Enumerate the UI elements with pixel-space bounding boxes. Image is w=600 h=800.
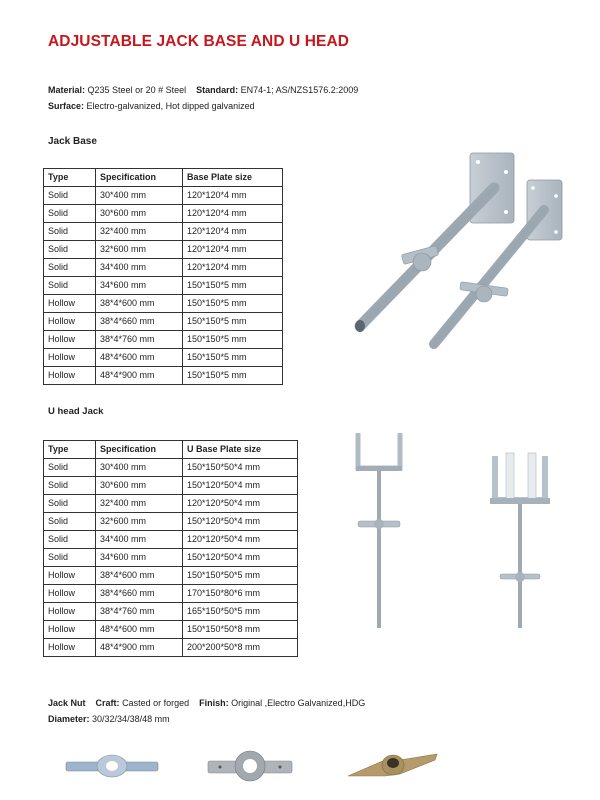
plate-size-cell: 120*120*4 mm: [183, 223, 283, 241]
type-cell: Hollow: [44, 295, 96, 313]
type-cell: Solid: [44, 277, 96, 295]
table-row: [44, 259, 283, 277]
type-cell: Hollow: [44, 313, 96, 331]
table-row: [44, 495, 298, 513]
plate-size-cell: 150*150*5 mm: [183, 331, 283, 349]
plate-size-cell: 120*120*4 mm: [183, 187, 283, 205]
type-cell: Solid: [44, 531, 96, 549]
table-row: [44, 187, 283, 205]
standard-value: EN74-1; AS/NZS1576.2:2009: [240, 85, 359, 95]
specification-cell: 48*4*600 mm: [96, 621, 183, 639]
column-header: U Base Plate size: [183, 441, 298, 459]
type-cell: Solid: [44, 549, 96, 567]
plate-size-cell: 150*150*5 mm: [183, 367, 283, 385]
specification-cell: 30*600 mm: [96, 477, 183, 495]
table-row: [44, 205, 283, 223]
plate-size-cell: 120*120*4 mm: [183, 205, 283, 223]
type-cell: Hollow: [44, 603, 96, 621]
u-head-photo: [340, 428, 570, 638]
u-head-table: [43, 440, 298, 657]
specification-cell: 38*4*760 mm: [96, 603, 183, 621]
table-row: [44, 603, 298, 621]
plate-size-cell: 150*150*5 mm: [183, 349, 283, 367]
wing-nut-forged-photo: [345, 750, 440, 784]
table-row: [44, 313, 283, 331]
table-row: [44, 549, 298, 567]
table-header-row: [44, 169, 283, 187]
type-cell: Solid: [44, 259, 96, 277]
specification-cell: 38*4*600 mm: [96, 567, 183, 585]
diameter-line: [48, 714, 170, 724]
table-row: [44, 513, 298, 531]
table-row: [44, 639, 298, 657]
plate-size-cell: 150*150*5 mm: [183, 313, 283, 331]
plate-size-cell: 120*120*4 mm: [183, 241, 283, 259]
type-cell: Solid: [44, 477, 96, 495]
specification-cell: 30*400 mm: [96, 459, 183, 477]
jack-base-photo: [320, 148, 580, 358]
plate-size-cell: 150*120*50*4 mm: [183, 549, 298, 567]
type-cell: Hollow: [44, 331, 96, 349]
column-header: Base Plate size: [183, 169, 283, 187]
specification-cell: 34*400 mm: [96, 531, 183, 549]
surface-value: Electro-galvanized, Hot dipped galvanized: [86, 101, 255, 111]
jack-base-table: [43, 168, 283, 385]
table-row: [44, 241, 283, 259]
table-row: [44, 477, 298, 495]
specification-cell: 32*600 mm: [96, 241, 183, 259]
plate-size-cell: 120*120*50*4 mm: [183, 495, 298, 513]
specification-cell: 48*4*900 mm: [96, 367, 183, 385]
type-cell: Solid: [44, 205, 96, 223]
column-header: Specification: [96, 169, 183, 187]
diameter-value: 30/32/34/38/48 mm: [92, 714, 170, 724]
u-head-heading: U head Jack: [48, 406, 104, 417]
jack-nut-heading: Jack Nut: [48, 698, 86, 708]
wing-nut-flat-photo: [62, 752, 162, 782]
surface-label: Surface:: [48, 101, 85, 111]
table-row: [44, 349, 283, 367]
type-cell: Solid: [44, 495, 96, 513]
specification-cell: 38*4*600 mm: [96, 295, 183, 313]
wing-nut-cast-photo: [205, 750, 295, 784]
craft-value: Casted or forged: [122, 698, 190, 708]
table-header-row: [44, 441, 298, 459]
type-cell: Solid: [44, 241, 96, 259]
craft-label: Craft:: [95, 698, 120, 708]
column-header: Type: [44, 169, 96, 187]
specification-cell: 34*400 mm: [96, 259, 183, 277]
plate-size-cell: 170*150*80*6 mm: [183, 585, 298, 603]
standard-label: Standard:: [196, 85, 239, 95]
plate-size-cell: 150*150*50*5 mm: [183, 567, 298, 585]
specification-cell: 48*4*900 mm: [96, 639, 183, 657]
table-row: [44, 531, 298, 549]
table-row: [44, 295, 283, 313]
type-cell: Hollow: [44, 367, 96, 385]
plate-size-cell: 120*120*4 mm: [183, 259, 283, 277]
table-row: [44, 223, 283, 241]
plate-size-cell: 150*120*50*4 mm: [183, 477, 298, 495]
plate-size-cell: 150*120*50*4 mm: [183, 513, 298, 531]
type-cell: Hollow: [44, 639, 96, 657]
type-cell: Solid: [44, 223, 96, 241]
specification-cell: 48*4*600 mm: [96, 349, 183, 367]
finish-label: Finish:: [199, 698, 229, 708]
specification-cell: 32*400 mm: [96, 223, 183, 241]
jack-nut-line: [48, 698, 365, 708]
table-row: [44, 567, 298, 585]
type-cell: Hollow: [44, 349, 96, 367]
table-row: [44, 585, 298, 603]
plate-size-cell: 200*200*50*8 mm: [183, 639, 298, 657]
plate-size-cell: 165*150*50*5 mm: [183, 603, 298, 621]
table-row: [44, 277, 283, 295]
material-value: Q235 Steel or 20 # Steel: [87, 85, 187, 95]
material-line: [48, 85, 358, 95]
specification-cell: 32*600 mm: [96, 513, 183, 531]
table-row: [44, 367, 283, 385]
page-title: ADJUSTABLE JACK BASE AND U HEAD: [48, 33, 350, 50]
plate-size-cell: 150*150*50*4 mm: [183, 459, 298, 477]
jack-base-heading: Jack Base: [48, 136, 97, 147]
column-header: Type: [44, 441, 96, 459]
type-cell: Hollow: [44, 585, 96, 603]
specification-cell: 30*400 mm: [96, 187, 183, 205]
plate-size-cell: 150*150*50*8 mm: [183, 621, 298, 639]
type-cell: Solid: [44, 187, 96, 205]
table-row: [44, 459, 298, 477]
specification-cell: 32*400 mm: [96, 495, 183, 513]
plate-size-cell: 150*150*5 mm: [183, 277, 283, 295]
specification-cell: 38*4*760 mm: [96, 331, 183, 349]
type-cell: Solid: [44, 459, 96, 477]
specification-cell: 30*600 mm: [96, 205, 183, 223]
type-cell: Solid: [44, 513, 96, 531]
specification-cell: 38*4*660 mm: [96, 585, 183, 603]
specification-cell: 38*4*660 mm: [96, 313, 183, 331]
type-cell: Hollow: [44, 621, 96, 639]
surface-line: [48, 101, 255, 111]
type-cell: Hollow: [44, 567, 96, 585]
column-header: Specification: [96, 441, 183, 459]
table-row: [44, 331, 283, 349]
material-label: Material:: [48, 85, 86, 95]
diameter-label: Diameter:: [48, 714, 90, 724]
specification-cell: 34*600 mm: [96, 277, 183, 295]
table-row: [44, 621, 298, 639]
finish-value: Original ,Electro Galvanized,HDG: [231, 698, 366, 708]
plate-size-cell: 120*120*50*4 mm: [183, 531, 298, 549]
specification-cell: 34*600 mm: [96, 549, 183, 567]
plate-size-cell: 150*150*5 mm: [183, 295, 283, 313]
